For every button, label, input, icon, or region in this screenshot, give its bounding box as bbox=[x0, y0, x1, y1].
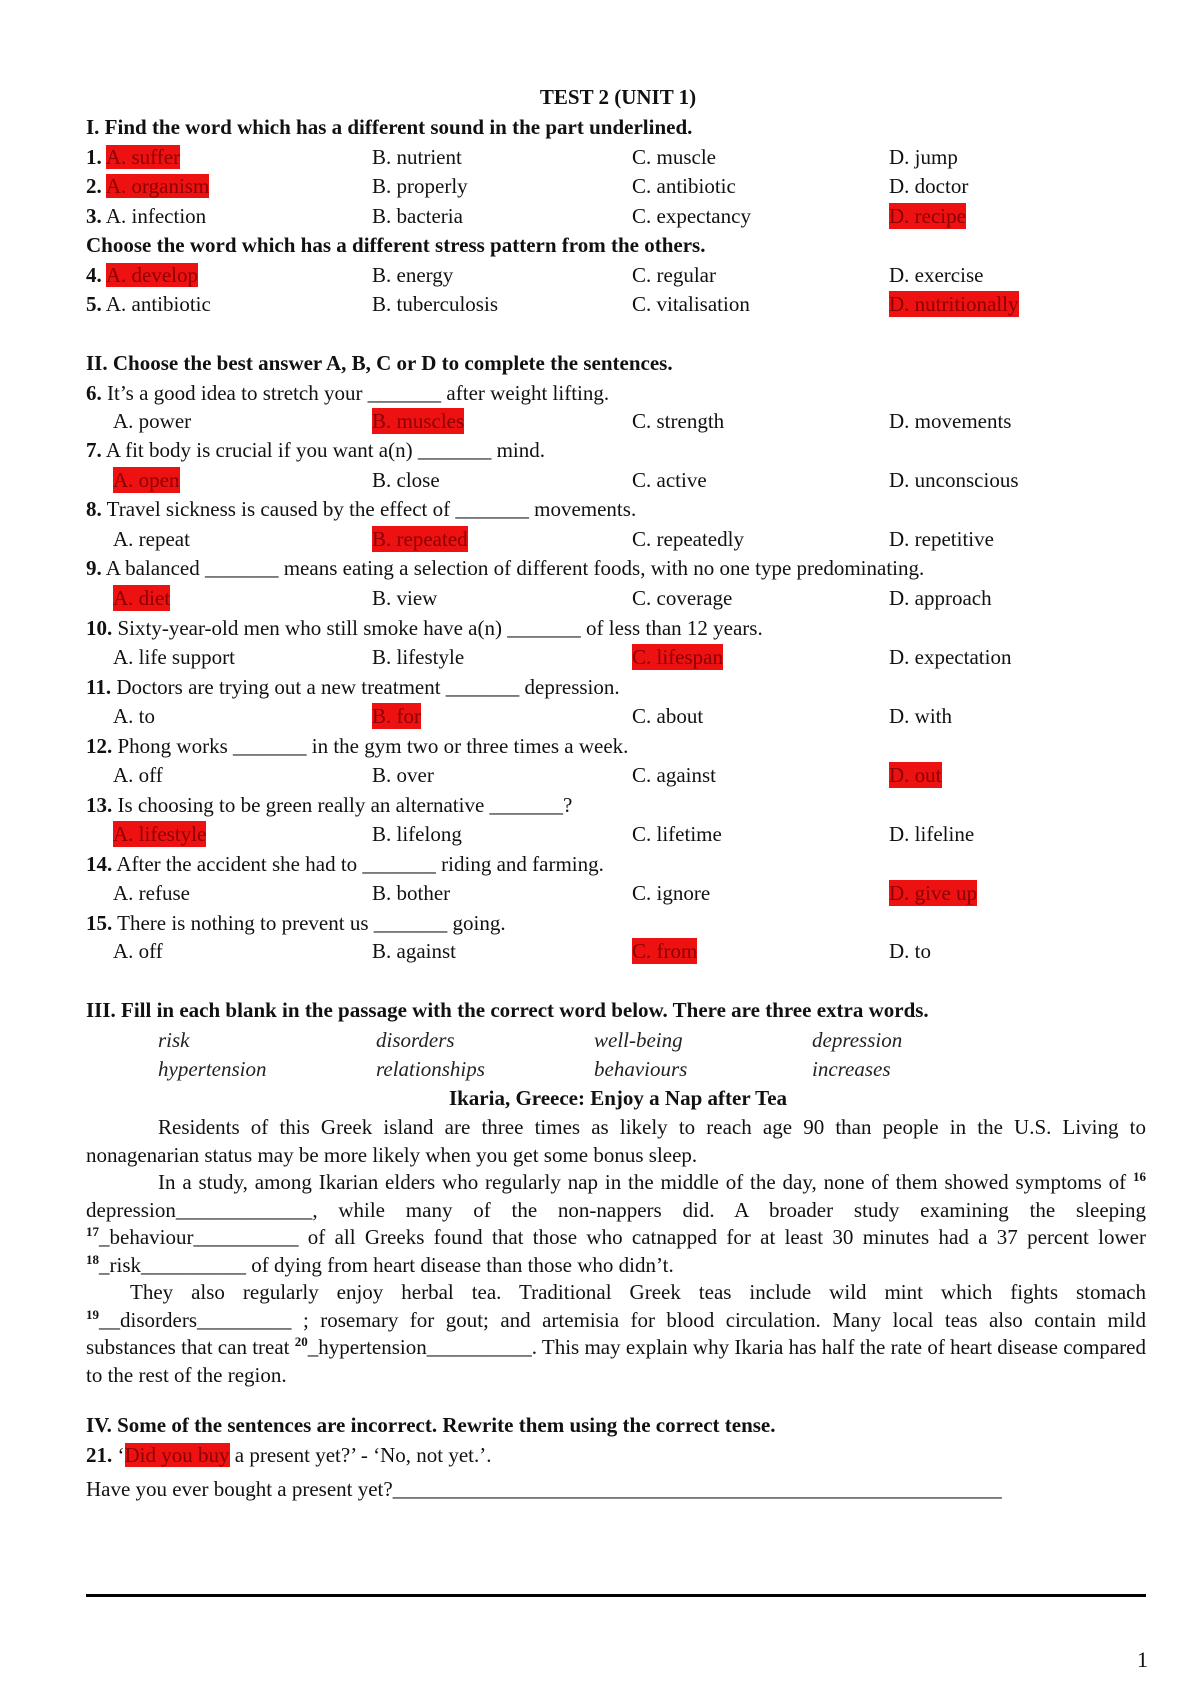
q1-option-d[interactable]: D. jump bbox=[889, 145, 958, 169]
q1-option-a-selected[interactable]: A. suffer bbox=[105, 145, 181, 169]
blank-20-number: 20 bbox=[294, 1334, 308, 1349]
q8-option-a[interactable]: A. repeat bbox=[113, 527, 190, 551]
q3-option-a[interactable]: A. infection bbox=[105, 204, 207, 228]
q8-stem bbox=[86, 496, 636, 522]
q10-option-a[interactable]: A. life support bbox=[113, 645, 235, 669]
q11-option-c[interactable]: C. about bbox=[632, 704, 704, 728]
q1-option-c[interactable]: C. muscle bbox=[632, 145, 716, 169]
q3-option-c[interactable]: C. expectancy bbox=[632, 204, 751, 228]
q21-answer-line[interactable]: Have you ever bought a present yet?__________________________________________________________ bbox=[86, 1477, 1002, 1501]
q10-text: Sixty-year-old men who still smoke have a(n) _______ of less than 12 years. bbox=[117, 616, 763, 640]
q9-option-a-selected[interactable]: A. diet bbox=[113, 586, 171, 610]
q15-option-b[interactable]: B. against bbox=[372, 939, 456, 963]
q2-option-c[interactable]: C. antibiotic bbox=[632, 174, 736, 198]
q4-number: 4. bbox=[86, 263, 102, 287]
q8-option-c[interactable]: C. repeatedly bbox=[632, 527, 744, 551]
blank-16-number: 16 bbox=[1133, 1169, 1146, 1184]
q6-number: 6. bbox=[86, 381, 102, 405]
q2-option-d[interactable]: D. doctor bbox=[889, 174, 969, 198]
word-bank-item: hypertension bbox=[158, 1057, 267, 1081]
blank-20-answer[interactable]: _hypertension__________ bbox=[307, 1335, 532, 1359]
q7-stem bbox=[86, 437, 545, 463]
section4-heading: IV. Some of the sentences are incorrect. Rewrite them using the correct tense. bbox=[86, 1413, 776, 1437]
q21-sentence bbox=[86, 1442, 492, 1468]
q13-text: Is choosing to be green really an alternative _______? bbox=[117, 793, 573, 817]
q14-text: After the accident she had to _______ riding and farming. bbox=[116, 852, 604, 876]
p2-text-a: In a study, among Ikarian elders who regularly nap in the middle of the day, none of them showed symptoms of bbox=[158, 1170, 1133, 1194]
q7-option-a-selected[interactable]: A. open bbox=[113, 468, 180, 492]
q1-option-b[interactable]: B. nutrient bbox=[372, 145, 462, 169]
q11-stem bbox=[86, 674, 620, 700]
q7-option-d[interactable]: D. unconscious bbox=[889, 468, 1019, 492]
q7-option-c[interactable]: C. active bbox=[632, 468, 707, 492]
q8-option-b-selected[interactable]: B. repeated bbox=[372, 527, 468, 551]
q2-option-a-selected[interactable]: A. organism bbox=[105, 174, 210, 198]
blank-16-answer[interactable]: depression_____________ bbox=[86, 1197, 313, 1222]
q6-option-b-selected[interactable]: B. muscles bbox=[372, 409, 465, 433]
q13-option-b[interactable]: B. lifelong bbox=[372, 822, 462, 846]
q8-option-d[interactable]: D. repetitive bbox=[889, 527, 994, 551]
test-title: TEST 2 (UNIT 1) bbox=[539, 85, 697, 109]
q7-option-b[interactable]: B. close bbox=[372, 468, 440, 492]
q12-option-a[interactable]: A. off bbox=[113, 763, 163, 787]
q14-number: 14. bbox=[86, 852, 113, 876]
word-bank-item: disorders bbox=[376, 1028, 455, 1052]
q11-text: Doctors are trying out a new treatment _______ depression. bbox=[116, 675, 620, 699]
q5-number: 5. bbox=[86, 292, 102, 316]
page-number: 1 bbox=[1137, 1647, 1148, 1672]
q3-option-d-selected[interactable]: D. recipe bbox=[889, 204, 966, 228]
q3-option-b[interactable]: B. bacteria bbox=[372, 204, 463, 228]
q11-number: 11. bbox=[86, 675, 112, 699]
section3-heading: III. Fill in each blank in the passage with the correct word below. There are three extra words. bbox=[86, 998, 929, 1022]
q12-option-b[interactable]: B. over bbox=[372, 763, 434, 787]
q12-option-d-selected[interactable]: D. out bbox=[889, 763, 942, 787]
q7-text: A fit body is crucial if you want a(n) _______ mind. bbox=[105, 438, 546, 462]
q9-option-b[interactable]: B. view bbox=[372, 586, 438, 610]
blank-18-answer[interactable]: _risk__________ bbox=[99, 1252, 246, 1277]
q15-text: There is nothing to prevent us _______ going. bbox=[117, 911, 506, 935]
q5-option-c[interactable]: C. vitalisation bbox=[632, 292, 750, 316]
q4-option-c[interactable]: C. regular bbox=[632, 263, 716, 287]
word-bank-item: depression bbox=[812, 1028, 903, 1052]
q13-option-d[interactable]: D. lifeline bbox=[889, 822, 975, 846]
q21-number: 21. bbox=[86, 1443, 113, 1467]
q13-number: 13. bbox=[86, 793, 113, 817]
q5-option-a[interactable]: A. antibiotic bbox=[105, 292, 211, 316]
word-bank-item: risk bbox=[158, 1028, 190, 1052]
q11-option-b-selected[interactable]: B. for bbox=[372, 704, 421, 728]
p2-text-d: of dying from heart disease than those who didn’t. bbox=[246, 1252, 674, 1277]
passage-paragraph-2 bbox=[86, 1169, 1146, 1279]
section1-heading: I. Find the word which has a different sound in the part underlined. bbox=[86, 115, 693, 139]
word-bank-item: increases bbox=[812, 1057, 891, 1081]
stress-heading: Choose the word which has a different stress pattern from the others. bbox=[86, 233, 706, 257]
blank-17-number: 17 bbox=[86, 1224, 99, 1239]
q12-text: Phong works _______ in the gym two or three times a week. bbox=[117, 734, 629, 758]
section-divider bbox=[86, 1594, 1146, 1597]
q15-number: 15. bbox=[86, 911, 113, 935]
q7-number: 7. bbox=[86, 438, 102, 462]
q14-stem bbox=[86, 851, 604, 877]
passage-paragraph-3 bbox=[86, 1279, 1146, 1389]
p3-text-b: ; rosemary for gout; and artemisia for blood circulation. Many local teas also contain mild substances that can treat bbox=[86, 1307, 1146, 1359]
word-bank-item: relationships bbox=[376, 1057, 485, 1081]
q11-option-d[interactable]: D. with bbox=[889, 704, 952, 728]
q15-option-a[interactable]: A. off bbox=[113, 939, 163, 963]
q10-number: 10. bbox=[86, 616, 113, 640]
q2-number: 2. bbox=[86, 174, 102, 198]
q12-option-c[interactable]: C. against bbox=[632, 763, 716, 787]
q14-option-d-selected[interactable]: D. give up bbox=[889, 881, 978, 905]
blank-19-number: 19 bbox=[86, 1306, 99, 1322]
q6-text: It’s a good idea to stretch your _______ after weight lifting. bbox=[107, 381, 610, 405]
q12-number: 12. bbox=[86, 734, 113, 758]
q4-option-d[interactable]: D. exercise bbox=[889, 263, 984, 287]
q1-number: 1. bbox=[86, 145, 102, 169]
q14-option-b[interactable]: B. bother bbox=[372, 881, 451, 905]
q5-option-d-selected[interactable]: D. nutritionally bbox=[889, 292, 1019, 316]
q9-number: 9. bbox=[86, 556, 102, 580]
q13-option-a-selected[interactable]: A. lifestyle bbox=[113, 822, 207, 846]
q3-number: 3. bbox=[86, 204, 102, 228]
q10-stem bbox=[86, 615, 763, 641]
passage-paragraph-1: Residents of this Greek island are three times as likely to reach age 90 than people in the U.S. Living to nonagenarian status may be more likely when you get some bonus sleep. bbox=[86, 1115, 1146, 1167]
q14-option-c[interactable]: C. ignore bbox=[632, 881, 711, 905]
q4-option-b[interactable]: B. energy bbox=[372, 263, 454, 287]
q6-stem bbox=[86, 380, 609, 406]
q2-option-b[interactable]: B. properly bbox=[372, 174, 468, 198]
q6-option-c[interactable]: C. strength bbox=[632, 409, 725, 433]
section2-heading: II. Choose the best answer A, B, C or D to complete the sentences. bbox=[86, 351, 673, 375]
p2-text-c: of all Greeks found that those who catnapped for at least 30 minutes had a 37 percent lower bbox=[298, 1225, 1146, 1249]
p2-text-b: , while many of the non-nappers did. A broader study examining the sleeping bbox=[312, 1197, 1146, 1222]
q9-option-c[interactable]: C. coverage bbox=[632, 586, 733, 610]
q21-text: a present yet?’ - ‘No, not yet.’. bbox=[229, 1443, 492, 1467]
q12-stem bbox=[86, 733, 628, 759]
q10-option-d[interactable]: D. expectation bbox=[889, 645, 1012, 669]
q15-option-c-selected[interactable]: C. from bbox=[632, 939, 698, 963]
p3-text-c: . This may explain why Ikaria has half the rate of heart disease compared to the rest of the region. bbox=[86, 1335, 1146, 1387]
word-bank-item: well-being bbox=[594, 1028, 683, 1052]
q9-text: A balanced _______ means eating a selection of different foods, with no one type predominating. bbox=[105, 556, 925, 580]
q6-option-a[interactable]: A. power bbox=[113, 409, 192, 433]
q8-number: 8. bbox=[86, 497, 102, 521]
q5-option-b[interactable]: B. tuberculosis bbox=[372, 292, 498, 316]
q9-option-d[interactable]: D. approach bbox=[889, 586, 992, 610]
q10-option-c-selected[interactable]: C. lifespan bbox=[632, 645, 723, 669]
q21-error-highlight[interactable]: Did you buy bbox=[124, 1443, 230, 1467]
q15-option-d[interactable]: D. to bbox=[889, 939, 931, 963]
q15-stem bbox=[86, 910, 506, 936]
blank-18-number: 18 bbox=[86, 1251, 99, 1267]
q13-option-c[interactable]: C. lifetime bbox=[632, 822, 722, 846]
q8-text: Travel sickness is caused by the effect of _______ movements. bbox=[106, 497, 637, 521]
q4-option-a-selected[interactable]: A. develop bbox=[105, 263, 198, 287]
q21-quote: ‘ bbox=[112, 1443, 125, 1467]
q9-stem bbox=[86, 555, 924, 581]
p3-text-a: They also regularly enjoy herbal tea. Traditional Greek teas include wild mint which fights stomach bbox=[130, 1280, 1146, 1304]
blank-19-answer[interactable]: __disorders_________ bbox=[99, 1307, 292, 1332]
q11-option-a[interactable]: A. to bbox=[113, 704, 155, 728]
blank-17-answer[interactable]: _behaviour__________ bbox=[99, 1225, 299, 1249]
q14-option-a[interactable]: A. refuse bbox=[113, 881, 190, 905]
q6-option-d[interactable]: D. movements bbox=[889, 409, 1012, 433]
word-bank-item: behaviours bbox=[594, 1057, 688, 1081]
q13-stem bbox=[86, 792, 572, 818]
q10-option-b[interactable]: B. lifestyle bbox=[372, 645, 465, 669]
passage-title: Ikaria, Greece: Enjoy a Nap after Tea bbox=[448, 1086, 788, 1110]
